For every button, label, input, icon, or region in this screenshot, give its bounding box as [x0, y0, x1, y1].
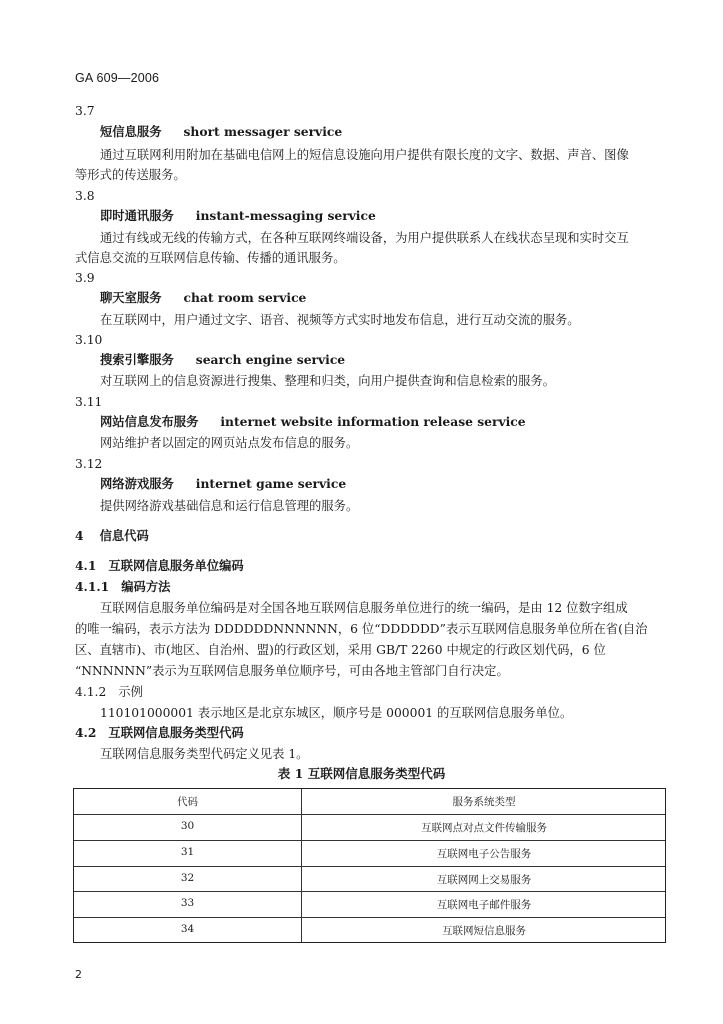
term-english: search engine service	[195, 352, 346, 367]
table-divider	[74, 840, 665, 841]
table-header-type: 服务系统类型	[452, 796, 516, 808]
table-divider	[74, 891, 665, 892]
term-english: short messager service	[183, 124, 343, 139]
clause-number: 3.7	[75, 104, 95, 118]
paragraph-line: “NNNNNN”表示为互联网信息服务单位顺序号，可由各地主管部门自行决定。	[75, 664, 509, 678]
table-cell-code: 33	[180, 897, 195, 909]
paragraph-line: 互联网信息服务单位编码是对全国各地互联网信息服务单位进行的统一编码，是由 12 位数字组成	[100, 601, 628, 615]
term-heading	[75, 412, 700, 432]
table-cell-type: 互联网电子邮件服务	[436, 899, 532, 911]
paragraph-line: 110101000001 表示地区是北京东城区，顺序号是 000001 的互联网信息服务单位。	[100, 706, 573, 720]
term-definition-line: 通过有线或无线的传输方式，在各种互联网终端设备，为用户提供联系人在线状态呈现和实时交互	[100, 231, 629, 245]
subsection-heading: 4.1.1 编码方法	[75, 579, 171, 594]
term-heading	[75, 474, 700, 494]
table-divider	[74, 917, 665, 918]
term-chinese: 搜索引擎服务	[100, 352, 174, 367]
term-definition-line: 网站维护者以固定的网页站点发布信息的服务。	[100, 436, 359, 450]
term-chinese: 网络游戏服务	[100, 476, 174, 491]
table-cell-code: 32	[180, 872, 195, 884]
subsection-heading: 4.1.2 示例	[75, 685, 143, 699]
term-definition-line: 通过互联网利用附加在基础电信网上的短信息设施向用户提供有限长度的文字、数据、声音、图像	[100, 148, 629, 162]
paragraph-line: 的唯一编码，表示方法为 DDDDDDNNNNNN，6 位“DDDDDD”表示互联网信息服务单位所在省(自治	[75, 622, 648, 636]
term-definition-line: 在互联网中，用户通过文字、语音、视频等方式实时地发布信息，进行互动交流的服务。	[100, 313, 580, 327]
clause-number: 3.9	[75, 271, 95, 285]
term-chinese: 即时通讯服务	[100, 208, 174, 223]
term-english: chat room service	[183, 290, 307, 305]
term-english: internet game service	[195, 476, 347, 491]
table-cell-code: 31	[180, 846, 195, 858]
term-chinese: 聊天室服务	[100, 290, 162, 305]
table-cell-type: 互联网点对点文件传输服务	[421, 822, 547, 834]
term-definition-line: 式信息交流的互联网信息传输、传播的通讯服务。	[75, 251, 346, 265]
term-definition-line: 提供网络游戏基础信息和运行信息管理的服务。	[100, 499, 359, 513]
table-header-code: 代码	[177, 796, 198, 808]
table-cell-type: 互联网电子公告服务	[436, 848, 532, 860]
table-divider	[74, 866, 665, 867]
table-cell-code: 30	[180, 820, 195, 832]
term-chinese: 网站信息发布服务	[100, 414, 199, 429]
table-caption: 表 1 互联网信息服务类型代码	[277, 766, 446, 781]
table-divider	[74, 814, 665, 815]
clause-number: 3.11	[75, 395, 103, 409]
term-heading	[75, 206, 700, 226]
clause-number: 3.12	[75, 457, 103, 471]
table-cell-type: 互联网短信息服务	[442, 925, 526, 937]
term-definition-line: 等形式的传送服务。	[75, 168, 186, 182]
term-heading	[75, 288, 700, 308]
standard-code: GA 609—2006	[75, 71, 160, 85]
term-english: internet website information release service	[220, 414, 526, 429]
table-cell-code: 34	[180, 923, 195, 935]
term-english: instant-messaging service	[195, 208, 376, 223]
subsection-heading: 4.1 互联网信息服务单位编码	[75, 558, 244, 573]
term-chinese: 短信息服务	[100, 124, 162, 139]
table-cell-type: 互联网网上交易服务	[436, 874, 532, 886]
section-heading: 4 信息代码	[75, 528, 149, 543]
service-type-table	[73, 788, 666, 943]
page-number: 2	[75, 968, 82, 981]
term-heading	[75, 350, 700, 370]
paragraph-line: 互联网信息服务类型代码定义见表 1。	[100, 747, 309, 761]
clause-number: 3.10	[75, 333, 103, 347]
term-heading	[75, 122, 700, 142]
paragraph-line: 区、直辖市)、市(地区、自治州、盟)的行政区划，采用 GB/T 2260 中规定的行政区划代码，6 位	[75, 643, 606, 657]
term-definition-line: 对互联网上的信息资源进行搜集、整理和归类，向用户提供查询和信息检索的服务。	[100, 374, 555, 388]
subsection-heading: 4.2 互联网信息服务类型代码	[75, 725, 244, 740]
clause-number: 3.8	[75, 189, 95, 203]
